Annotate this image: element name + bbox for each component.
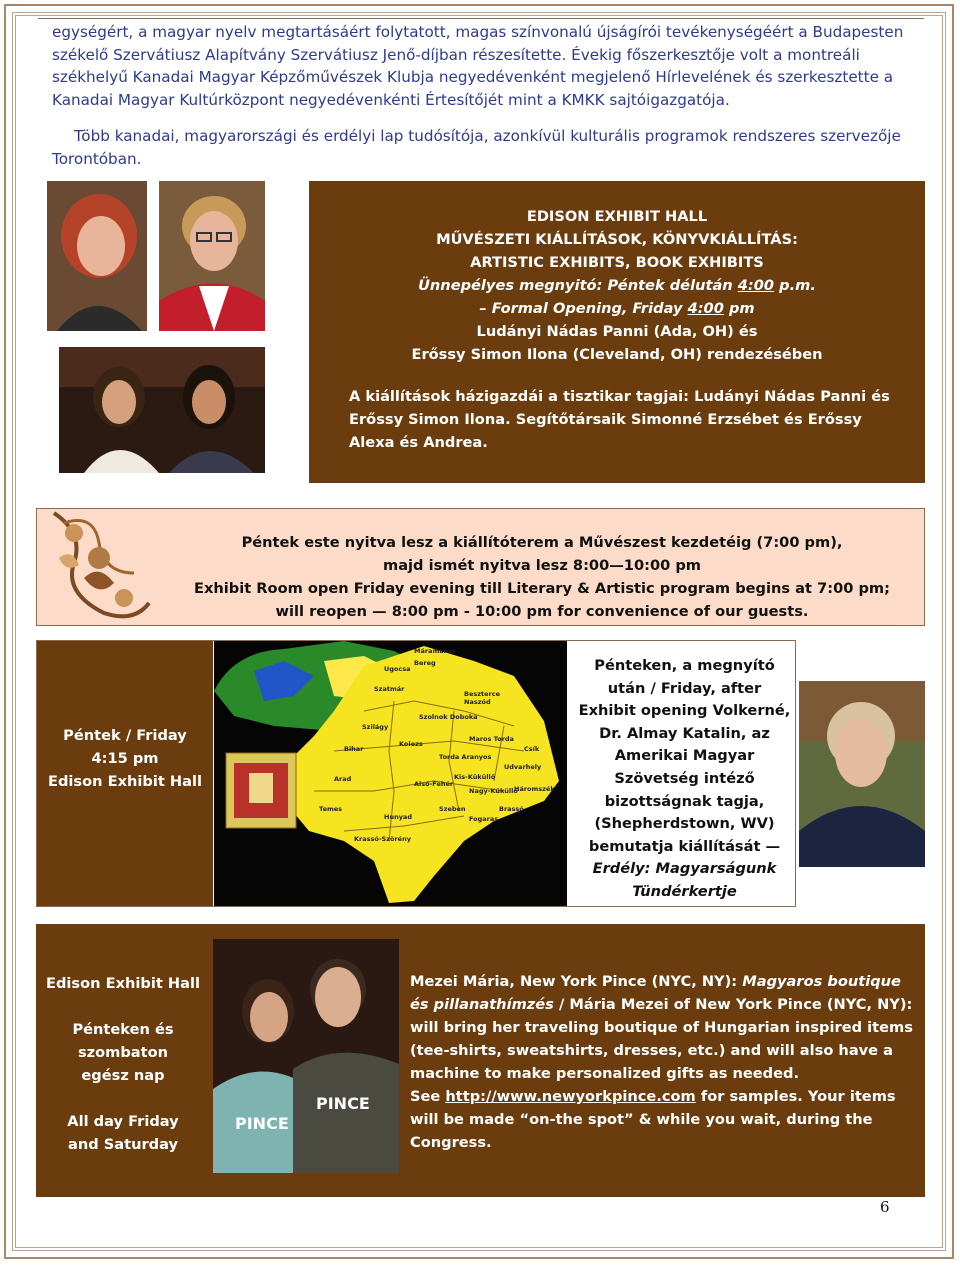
map-label: Csík: [524, 745, 540, 753]
map-label: Beszterce: [464, 690, 500, 698]
transylvania-exhibit-text: [577, 655, 792, 904]
boutique-location: Edison Exhibit Hall: [46, 975, 200, 992]
transylvania-county-map: [214, 641, 567, 906]
boutique-days-hu-3: egész nap: [81, 1067, 165, 1084]
boutique-days-en-2: and Saturday: [67, 1136, 179, 1153]
shirt-print-1: PINCE: [235, 1114, 289, 1133]
organizer-2: Erőssy Simon Ilona (Cleveland, OH) rendezésében: [411, 346, 823, 363]
map-label: Maros Torda: [469, 735, 514, 743]
exhibit-hall-title: EDISON EXHIBIT HALL: [526, 208, 708, 225]
map-label: Alsó-Fehér: [414, 780, 454, 788]
intro-text: [52, 21, 932, 170]
hours-en-1: Exhibit Room open Friday evening till Literary & Artistic program begins at 7:00 pm;: [194, 580, 890, 597]
map-label: Kis-Küküllő: [454, 773, 496, 781]
opening-hours-box: [36, 508, 925, 626]
organizer-1: Ludányi Nádas Panni (Ada, OH) és: [476, 323, 758, 340]
boutique-text-2: for samples. Your items will be made “on-the spot” & while you wait, during the Congress.: [410, 1088, 896, 1151]
map-label: Fogaras: [469, 815, 499, 823]
map-label: Szilágy: [362, 723, 389, 731]
hours-en-2: will reopen — 8:00 pm - 10:00 pm for convenience of our guests.: [275, 603, 809, 620]
exhibit-title-hu: MŰVÉSZETI KIÁLLÍTÁSOK, KÖNYVKIÁLLÍTÁS:: [436, 231, 798, 248]
transylvania-exhibit-description: Pénteken, a megnyító után / Friday, after Exhibit opening Volkerné, Dr. Almay Katalin, az Amerikai Magyar Szövetség intéző bizottságnak tagja, (Shepherdstown, WV) bemutatja kiállítását —: [578, 657, 791, 855]
boutique-vendor: Mezei Mária, New York Pince (NYC, NY):: [410, 973, 743, 990]
map-label: Szolnok Doboka: [419, 713, 478, 721]
boutique-block: [36, 924, 925, 1197]
opening-en-text: – Formal Opening, Friday: [479, 300, 688, 317]
map-label: Szatmár: [374, 685, 405, 693]
map-label: Naszód: [464, 698, 491, 706]
map-label: Szeben: [439, 805, 466, 813]
map-label: Hunyad: [384, 813, 412, 821]
opening-hu: [309, 274, 925, 297]
map-label: Krassó-Szörény: [354, 835, 411, 843]
map-label: Máramaros: [414, 647, 456, 655]
boutique-days-hu-2: szombaton: [77, 1044, 169, 1061]
map-label: Udvarhely: [504, 763, 542, 771]
friday-label: Péntek / Friday: [63, 727, 187, 744]
opening-hu-time: 4:00: [737, 277, 775, 294]
opening-hu-text: Ünnepélyes megnyitó: Péntek délután: [418, 277, 738, 294]
opening-en-pm: pm: [723, 300, 755, 317]
boutique-title: Magyaros boutique és pillanathímzés: [410, 973, 901, 1013]
friday-time: 4:15 pm: [91, 750, 159, 767]
opening-hu-pm: p.m.: [774, 277, 816, 294]
exhibit-hosts: A kiállítások házigazdái a tisztikar tagjai: Ludányi Nádas Panni és Erőssy Simon Ilona. Segítőtársaik Simonné Erzsébet és Erőssy Alexa és Andrea.: [349, 388, 890, 451]
photo-mezei-couple: [213, 939, 399, 1173]
exhibit-title-en: ARTISTIC EXHIBITS, BOOK EXHIBITS: [470, 254, 764, 271]
hours-hu-1: Péntek este nyitva lesz a kiállítóterem a Művészest kezdetéig (7:00 pm),: [241, 534, 843, 551]
map-label: Bereg: [414, 659, 436, 667]
boutique-see: See: [410, 1088, 446, 1105]
map-label: Kolozs: [399, 740, 423, 748]
hours-hu-2: majd ismét nyitva lesz 8:00—10:00 pm: [383, 557, 701, 574]
map-label: Háromszék: [514, 785, 555, 793]
map-label: Temes: [319, 805, 343, 813]
map-label: Bihar: [344, 745, 364, 753]
shirt-print-2: PINCE: [316, 1094, 370, 1113]
opening-en: [309, 297, 925, 320]
page-number: 6: [880, 1198, 890, 1216]
map-label: Torda Aranyos: [439, 753, 492, 761]
map-label: Ugocsa: [384, 665, 411, 673]
photo-woman-glasses: [159, 181, 265, 331]
map-label: Brassó: [499, 805, 524, 813]
intro-paragraph-1: egységért, a magyar nyelv megtartásáért folytatott, magas színvonalú újságírói tevékenységéért a Budapesten székelő Szervátiusz Alapítvány Szervátiusz Jenő-díjban részesítette. Évekig főszerkesztője volt a montreáli székhelyű Kanadai Magyar Képzőművészek Klubja negyedévenként megjelenő Hírlevelének és szerkesztette a Kanadai Magyar Kultúrközpont negyedévenkénti Értesítőjét mint a KMKK sajtóigazgatója.: [52, 23, 904, 109]
header-rule: [38, 18, 924, 19]
photo-almay-katalin: [799, 681, 925, 867]
newyorkpince-link[interactable]: http://www.newyorkpince.com: [445, 1088, 696, 1105]
friday-location: Edison Exhibit Hall: [48, 773, 202, 790]
boutique-description: [410, 970, 916, 1154]
opening-en-time: 4:00: [687, 300, 724, 317]
map-label: Nagy-Küküllő: [469, 787, 518, 795]
photo-two-women: [59, 347, 265, 473]
intro-paragraph-2: Több kanadai, magyarországi és erdélyi lap tudósítója, azonkívül kulturális programok rendszeres szervezője Torontóban.: [52, 127, 901, 168]
exhibit-hall-block: [309, 181, 925, 483]
boutique-days-en-1: All day Friday: [67, 1113, 179, 1130]
boutique-text: / Mária Mezei of New York Pince (NYC, NY): will bring her traveling boutique of Hungarian inspired items (tee-shirts, sweatshirts, dresses, etc.) and will also have a machine to make personalized gifts as needed.: [410, 996, 913, 1082]
friday-time-cell: [37, 641, 213, 906]
map-label: Arad: [334, 775, 352, 783]
floral-ornament-icon: [44, 503, 154, 629]
transylvania-exhibit-title: Erdély: Magyarságunk Tündérkertje: [592, 860, 777, 900]
photo-woman-red-hair: [47, 181, 147, 331]
boutique-days-hu-1: Pénteken és: [72, 1021, 174, 1038]
